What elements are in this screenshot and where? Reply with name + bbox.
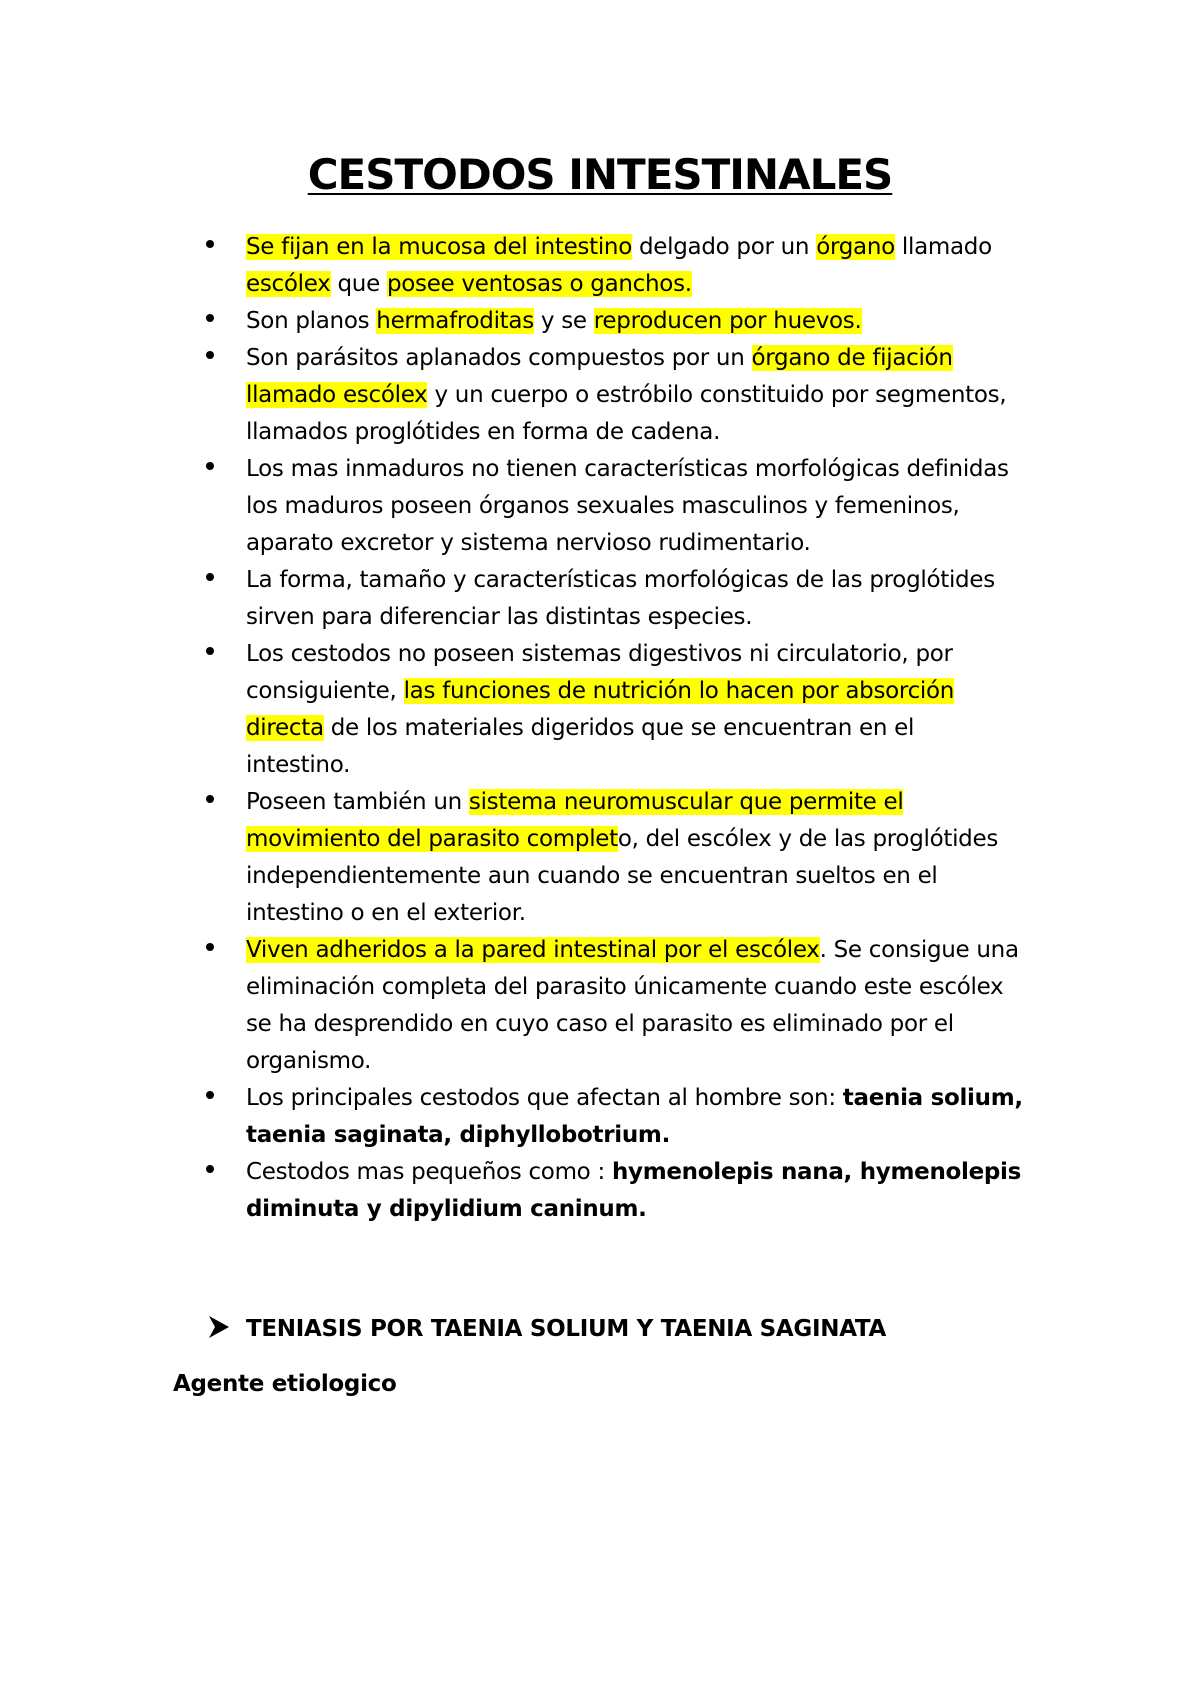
text-segment: y un cuerpo o estróbilo constituido por segmentos,	[427, 382, 1007, 408]
text-line	[246, 747, 1050, 784]
text-segment: los maduros poseen órganos sexuales masculinos y femeninos,	[246, 493, 960, 519]
text-line	[246, 1006, 1050, 1043]
list-item	[0, 229, 1200, 303]
text-segment: Cestodos mas pequeños como :	[246, 1159, 612, 1185]
bullet-dot-icon	[206, 573, 214, 581]
text-line	[246, 599, 1050, 636]
bullet-dot-icon	[206, 943, 214, 951]
text-line	[246, 1043, 1050, 1080]
text-line	[246, 229, 1050, 266]
highlighted-text: Se fijan en la mucosa del intestino	[246, 234, 632, 260]
bold-text: taenia solium,	[842, 1085, 1023, 1111]
bullet-dot-icon	[206, 1091, 214, 1099]
highlighted-text: reproducen por huevos.	[593, 308, 862, 334]
highlighted-text: posee ventosas o ganchos.	[386, 271, 692, 297]
bullet-dot-icon	[206, 240, 214, 248]
text-line	[246, 858, 1050, 895]
text-segment: . Se consigue una	[819, 937, 1019, 963]
bullet-dot-icon	[206, 795, 214, 803]
bullet-dot-icon	[206, 462, 214, 470]
list-item	[0, 340, 1200, 451]
bullet-list	[0, 229, 1200, 1228]
highlighted-text: directa	[246, 715, 324, 741]
text-segment: y se	[533, 308, 594, 334]
text-segment: llamados proglótides en forma de cadena.	[246, 419, 721, 445]
text-line	[246, 451, 1050, 488]
text-segment: Los mas inmaduros no tienen características morfológicas definidas	[246, 456, 1009, 482]
text-line	[246, 1117, 1050, 1154]
page-title: CESTODOS INTESTINALES	[307, 150, 893, 199]
list-item	[0, 1154, 1200, 1228]
arrowhead-bullet-icon	[206, 1314, 232, 1340]
text-segment: Los principales cestodos que afectan al hombre son:	[246, 1085, 843, 1111]
subheading-agente-etiologico: Agente etiologico	[173, 1371, 397, 1397]
text-line	[246, 1191, 1050, 1228]
highlighted-text: Viven adheridos a la pared intestinal por el escólex	[246, 937, 820, 963]
bullet-dot-icon	[206, 647, 214, 655]
text-segment: Son parásitos aplanados compuestos por un	[246, 345, 752, 371]
text-segment: La forma, tamaño y características morfológicas de las proglótides	[246, 567, 995, 593]
text-segment: aparato excretor y sistema nervioso rudimentario.	[246, 530, 811, 556]
list-item	[0, 932, 1200, 1080]
text-line	[246, 710, 1050, 747]
text-segment: independientemente aun cuando se encuentran sueltos en el	[246, 863, 938, 889]
text-segment: intestino o en el exterior.	[246, 900, 526, 926]
text-line	[246, 821, 1050, 858]
text-line	[246, 932, 1050, 969]
text-line	[246, 1154, 1050, 1191]
list-item	[0, 303, 1200, 340]
section-heading: TENIASIS POR TAENIA SOLIUM Y TAENIA SAGINATA	[246, 1316, 887, 1342]
text-line	[246, 377, 1050, 414]
text-line	[246, 784, 1050, 821]
text-segment: o, del escólex y de las proglótides	[617, 826, 999, 852]
list-item	[0, 451, 1200, 562]
list-item	[0, 636, 1200, 784]
bold-text: taenia saginata, diphyllobotrium.	[246, 1122, 671, 1148]
text-line	[246, 562, 1050, 599]
bold-text: hymenolepis nana, hymenolepis	[611, 1159, 1022, 1185]
text-segment: de los materiales digeridos que se encuentran en el	[323, 715, 915, 741]
text-segment: intestino.	[246, 752, 351, 778]
bullet-dot-icon	[206, 314, 214, 322]
highlighted-text: llamado escólex	[246, 382, 428, 408]
list-item	[0, 562, 1200, 636]
text-line	[246, 266, 1050, 303]
text-line	[246, 303, 1050, 340]
highlighted-text: sistema neuromuscular que permite el	[468, 789, 904, 815]
text-segment: Son planos	[246, 308, 377, 334]
highlighted-text: escólex	[246, 271, 331, 297]
bullet-dot-icon	[206, 351, 214, 359]
text-segment: llamado	[894, 234, 992, 260]
list-item	[0, 1080, 1200, 1154]
text-segment: se ha desprendido en cuyo caso el parasito es eliminado por el	[246, 1011, 954, 1037]
bullet-dot-icon	[206, 1165, 214, 1173]
text-line	[246, 636, 1050, 673]
text-segment: organismo.	[246, 1048, 372, 1074]
text-line	[246, 525, 1050, 562]
text-line	[246, 673, 1050, 710]
text-segment: Los cestodos no poseen sistemas digestivos ni circulatorio, por	[246, 641, 953, 667]
text-segment: consiguiente,	[246, 678, 404, 704]
text-line	[246, 969, 1050, 1006]
highlighted-text: movimiento del parasito complet	[246, 826, 618, 852]
text-line	[246, 1080, 1050, 1117]
text-segment: eliminación completa del parasito únicamente cuando este escólex	[246, 974, 1004, 1000]
text-segment: delgado por un	[631, 234, 817, 260]
text-line	[246, 488, 1050, 525]
text-segment: sirven para diferenciar las distintas especies.	[246, 604, 753, 630]
text-line	[246, 895, 1050, 932]
highlighted-text: las funciones de nutrición lo hacen por absorción	[403, 678, 955, 704]
highlighted-text: órgano de fijación	[751, 345, 953, 371]
text-segment: Poseen también un	[246, 789, 469, 815]
text-segment: que	[330, 271, 387, 297]
text-line	[246, 414, 1050, 451]
highlighted-text: órgano	[816, 234, 895, 260]
bold-text: diminuta y dipylidium caninum.	[246, 1196, 647, 1222]
list-item	[0, 784, 1200, 932]
text-line	[246, 340, 1050, 377]
highlighted-text: hermafroditas	[376, 308, 534, 334]
